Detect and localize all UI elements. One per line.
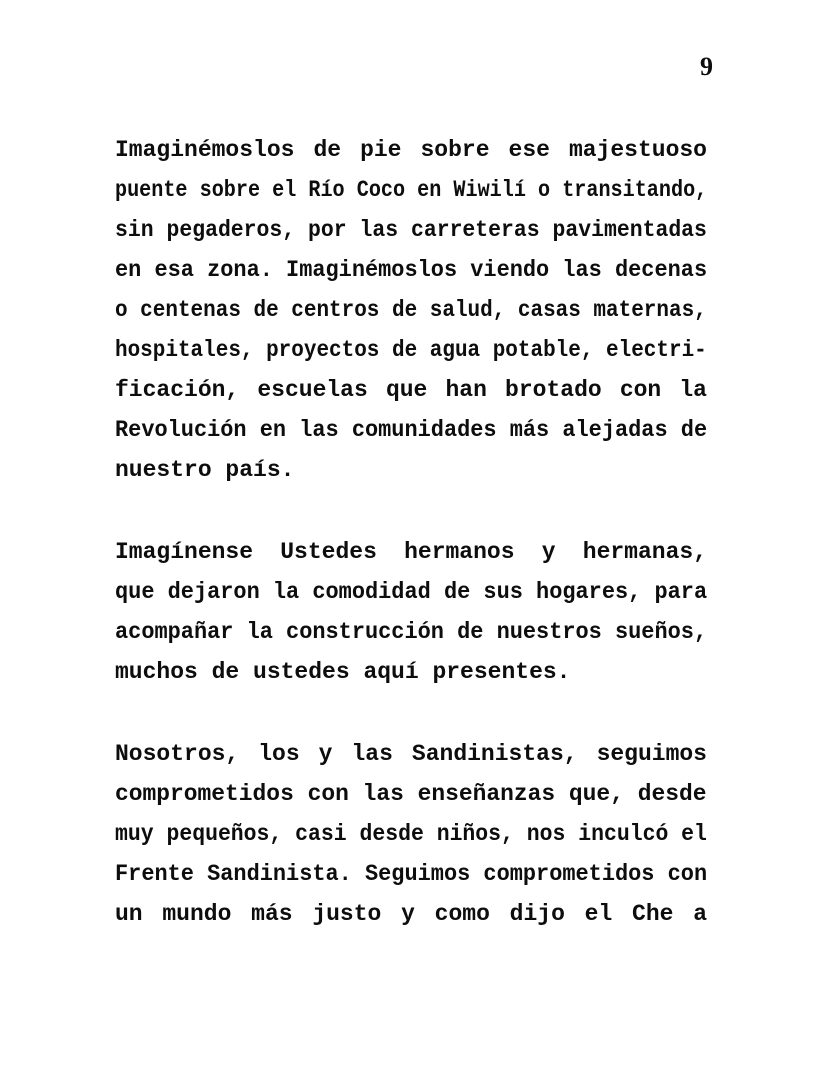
- text-line: muchos de ustedes aquí presentes.: [115, 659, 571, 685]
- text-line: o centenas de centros de salud, casas maternas,: [115, 297, 707, 323]
- text-line: en esa zona. Imaginémoslos viendo las decenas: [115, 257, 708, 283]
- text-line: puente sobre el Río Coco en Wiwilí o transitando,: [115, 177, 708, 203]
- page-body-text: [115, 130, 707, 934]
- text-line: Frente Sandinista. Seguimos comprometidos con: [115, 861, 708, 887]
- text-line: muy pequeños, casi desde niños, nos inculcó el: [115, 821, 707, 847]
- text-line: un mundo más justo y como dijo el Che a: [115, 901, 707, 927]
- text-line: ficación, escuelas que han brotado con la: [115, 377, 707, 403]
- text-line: Imagínense Ustedes hermanos y hermanas,: [115, 539, 707, 565]
- text-line: sin pegaderos, por las carreteras pavimentadas: [115, 217, 707, 243]
- text-line: que dejaron la comodidad de sus hogares, para: [115, 579, 708, 605]
- text-line: Imaginémoslos de pie sobre ese majestuoso: [115, 137, 707, 163]
- paragraph: [115, 532, 707, 692]
- paragraph: [115, 130, 707, 490]
- text-line: hospitales, proyectos de agua potable, electri-: [115, 337, 707, 363]
- text-line: acompañar la construcción de nuestros sueños,: [115, 619, 708, 645]
- text-line: Revolución en las comunidades más alejadas de: [115, 417, 708, 443]
- text-line: Nosotros, los y las Sandinistas, seguimos: [115, 741, 707, 767]
- page-number: 9: [700, 52, 713, 81]
- text-line: comprometidos con las enseñanzas que, desde: [115, 781, 707, 807]
- text-line: nuestro país.: [115, 457, 295, 483]
- paragraph: [115, 734, 707, 934]
